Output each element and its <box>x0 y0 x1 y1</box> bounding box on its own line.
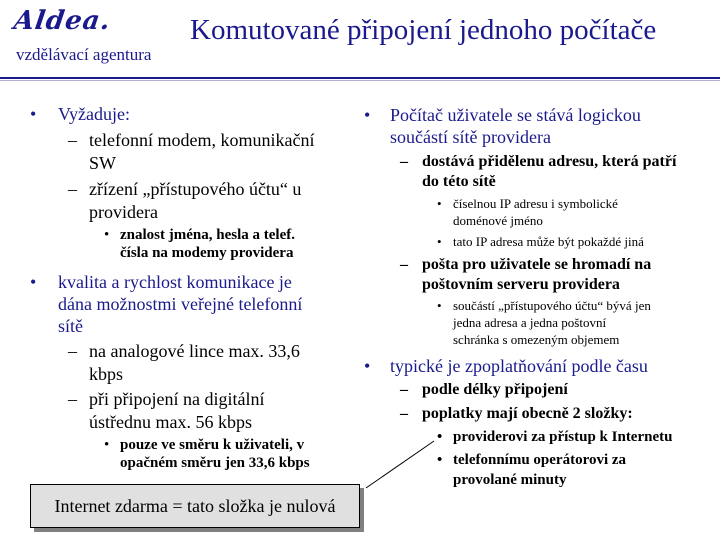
left-sub-3-line-1: na analogové lince max. 33,6 <box>89 341 300 361</box>
small-bullet-marker: • <box>104 227 110 243</box>
bullet-marker: • <box>364 356 371 376</box>
callout-box: Internet zdarma = tato složka je nulová <box>30 484 360 528</box>
small-bullet-marker: • <box>437 452 443 468</box>
left-subsub-1-line-2: čísla na modemy providera <box>120 245 294 261</box>
slide-title: Komutované připojení jednoho počítače <box>190 14 657 46</box>
right-subsub-3-line-2: jedna adresa a jedna poštovní <box>453 315 607 330</box>
right-subsub-5-line-1: telefonnímu operátorovi za <box>453 452 627 468</box>
left-sub-3-line-2: kbps <box>89 364 124 384</box>
right-sub-3: podle délky připojení <box>422 381 568 398</box>
right-sub-2-line-2: poštovním serveru providera <box>422 276 620 293</box>
right-subsub-5-line-2: provolané minuty <box>453 472 567 488</box>
bullet-marker: • <box>30 272 37 292</box>
dash-marker: – <box>400 405 408 422</box>
right-sub-2-line-1: pošta pro uživatele se hromadí na <box>422 256 652 273</box>
right-sub-1-line-1: dostává přidělenu adresu, která patří <box>422 153 677 170</box>
left-bullet-1: Vyžaduje: <box>58 104 130 124</box>
left-sub-4-line-2: ústřednu max. 56 kbps <box>89 412 252 432</box>
right-subsub-4: providerovi za přístup k Internetu <box>453 429 673 445</box>
left-sub-4-line-1: při připojení na digitální <box>89 389 265 409</box>
right-subsub-3-line-1: součástí „přístupového účtu“ bývá jen <box>453 298 651 313</box>
left-sub-1-line-1: telefonní modem, komunikační <box>89 130 315 150</box>
bullet-marker: • <box>364 105 371 125</box>
dash-marker: – <box>68 389 77 409</box>
left-subsub-2-line-1: pouze ve směru k uživateli, v <box>120 437 305 453</box>
agency-name: vzdělávací agentura <box>16 45 152 64</box>
left-subsub-1-line-1: znalost jména, hesla a telef. <box>120 227 295 243</box>
bullet-marker: • <box>30 104 37 124</box>
left-sub-1-line-2: SW <box>89 153 116 173</box>
dash-marker: – <box>68 341 77 361</box>
dash-marker: – <box>400 256 408 273</box>
small-bullet-marker: • <box>104 437 110 453</box>
small-bullet-marker: • <box>437 196 442 211</box>
right-subsub-1-line-2: doménové jméno <box>453 213 543 228</box>
small-bullet-marker: • <box>437 298 442 313</box>
right-bullet-1-line-1: Počítač uživatele se stává logickou <box>390 105 641 125</box>
left-bullet-2-line-3: sítě <box>58 316 83 336</box>
left-bullet-2-line-2: dána možnostmi veřejné telefonní <box>58 294 303 314</box>
right-sub-1-line-2: do této sítě <box>422 173 496 190</box>
left-sub-2-line-1: zřízení „přístupového účtu“ u <box>89 179 302 199</box>
right-subsub-1-line-1: číselnou IP adresu i symbolické <box>453 196 618 211</box>
dash-marker: – <box>68 130 77 150</box>
dash-marker: – <box>68 179 77 199</box>
right-subsub-3-line-3: schránka s omezeným objemem <box>453 332 620 347</box>
dash-marker: – <box>400 381 408 398</box>
right-subsub-2: tato IP adresa může být pokaždé jiná <box>453 234 644 249</box>
small-bullet-marker: • <box>437 234 442 249</box>
right-bullet-1-line-2: součástí sítě providera <box>390 127 551 147</box>
dash-marker: – <box>400 153 408 170</box>
logo: Aldea. <box>11 6 113 36</box>
left-bullet-2-line-1: kvalita a rychlost komunikace je <box>58 272 292 292</box>
small-bullet-marker: • <box>437 429 443 445</box>
right-bullet-2: typické je zpoplatňování podle času <box>390 356 648 376</box>
left-subsub-2-line-2: opačném směru jen 33,6 kbps <box>120 455 310 471</box>
left-sub-2-line-2: providera <box>89 202 158 222</box>
right-sub-4: poplatky mají obecně 2 složky: <box>422 405 633 422</box>
